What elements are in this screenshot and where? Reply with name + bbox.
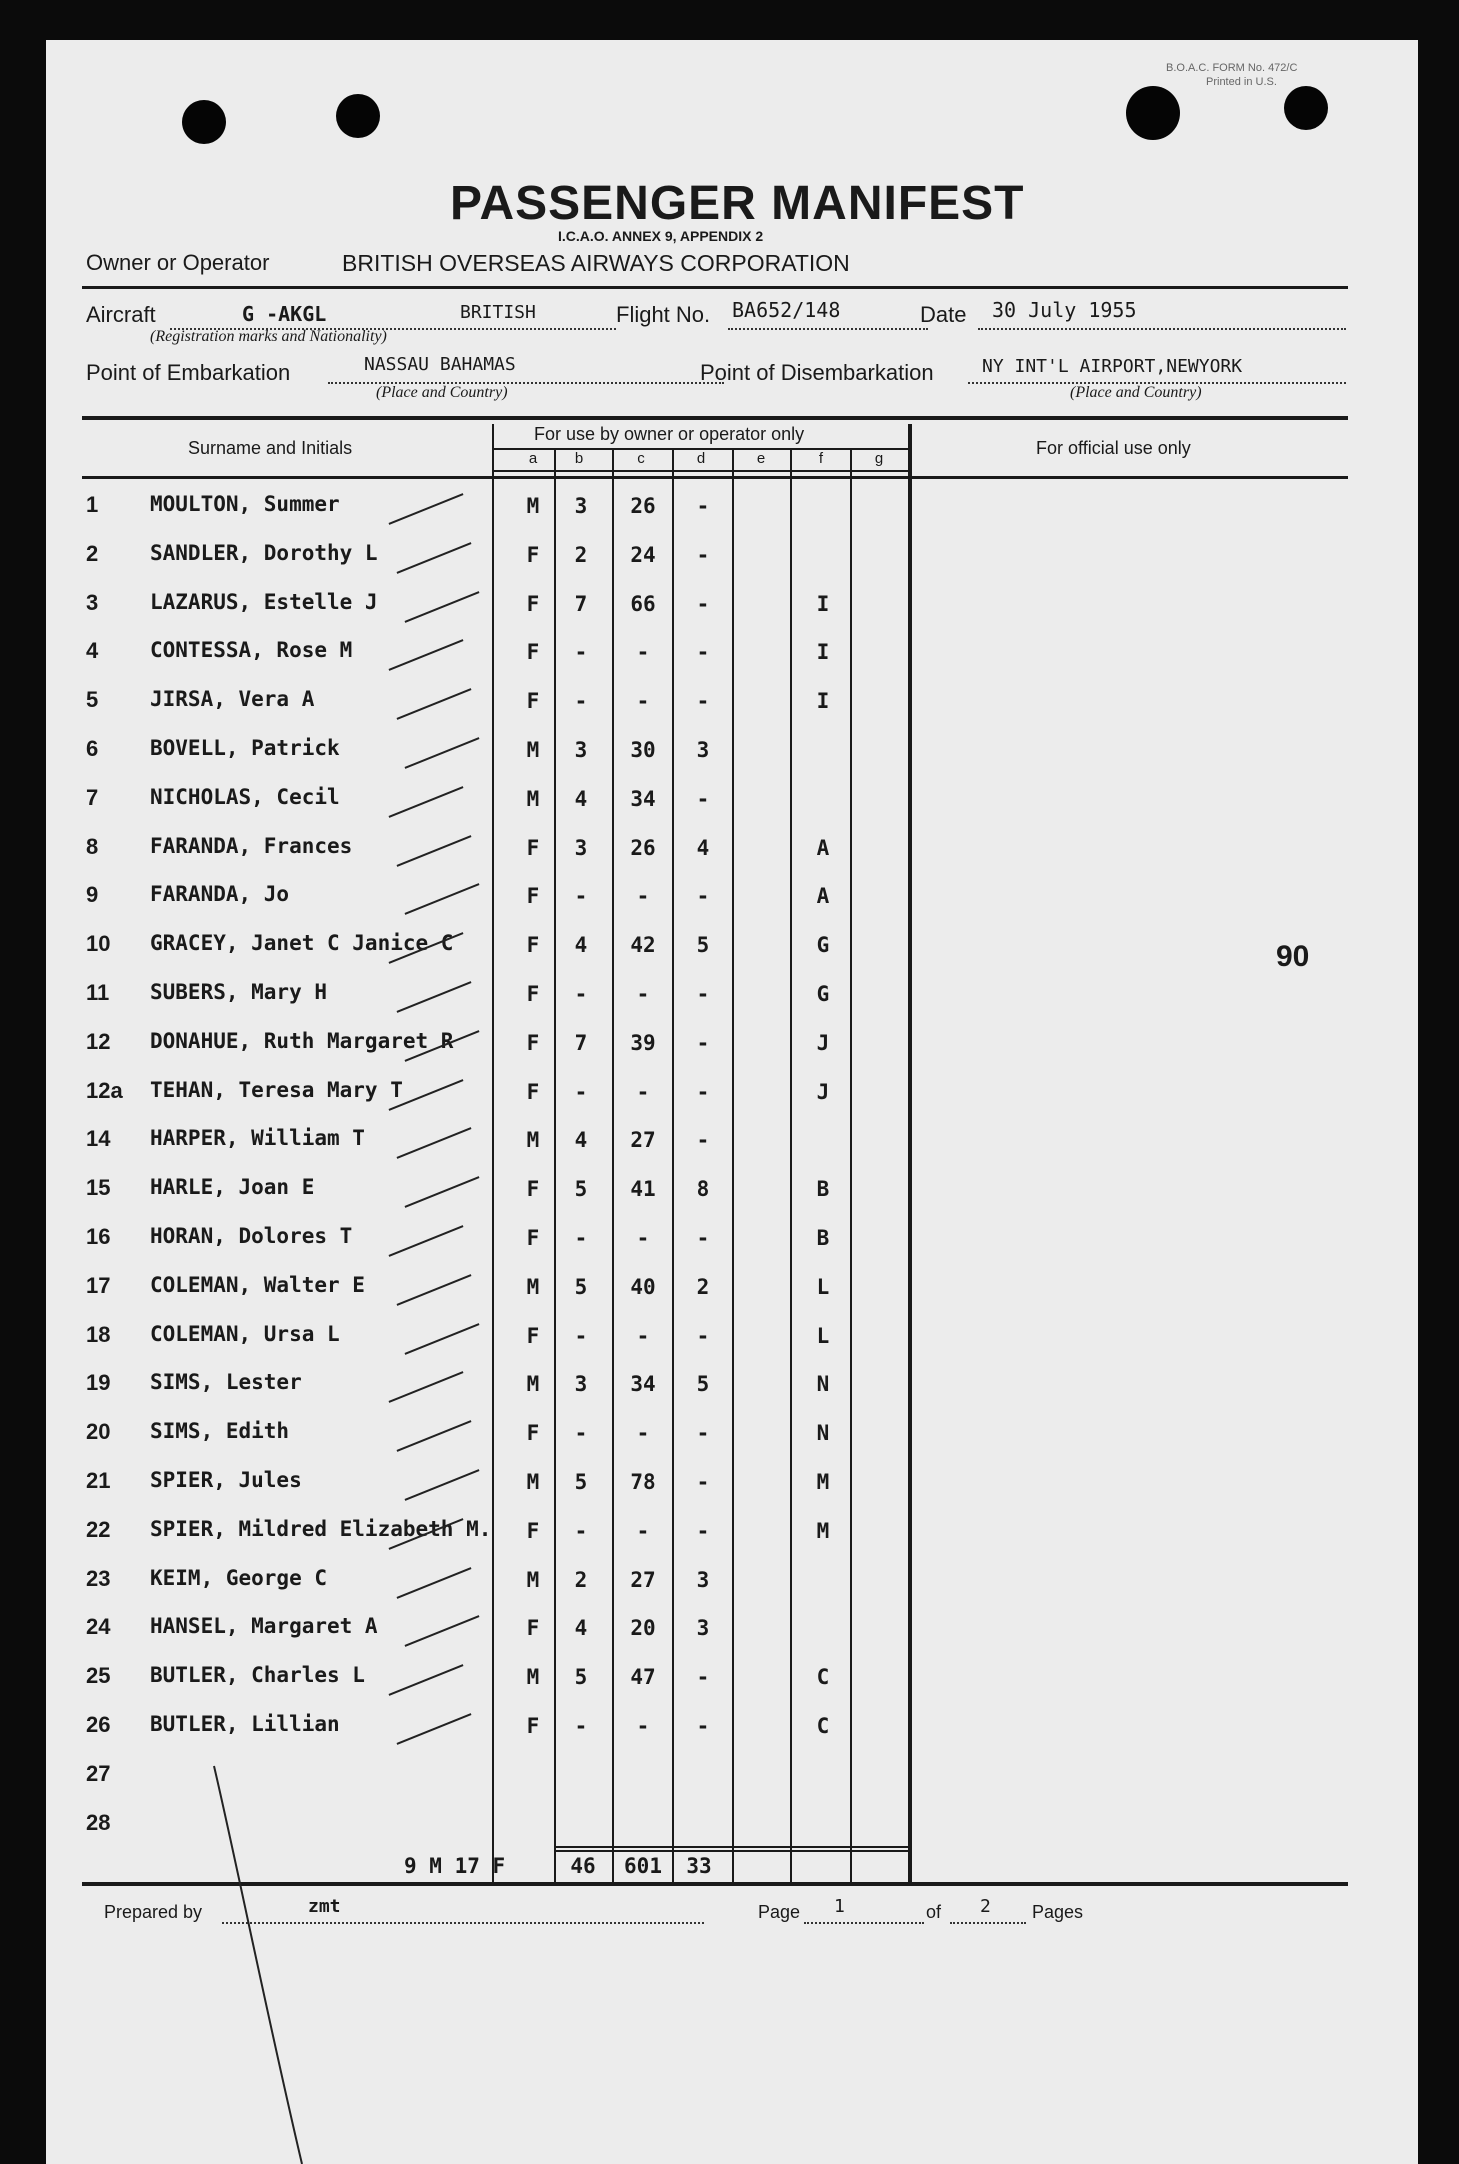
cell-b: - (574, 884, 588, 909)
cell-a: M (526, 786, 540, 811)
cell-b: 2 (574, 542, 588, 567)
row-number: 12 (86, 1028, 111, 1054)
cell-c: - (636, 982, 650, 1006)
cell-d: - (696, 640, 710, 665)
row-number: 4 (86, 638, 99, 664)
cell-a: F (526, 1030, 540, 1055)
cell-b: - (574, 1079, 588, 1104)
cell-d: - (696, 1128, 710, 1153)
cell-d: - (696, 884, 710, 909)
page-value: 1 (834, 1896, 845, 1917)
cell-b: - (574, 1226, 588, 1250)
cell-c: 66 (630, 591, 656, 616)
cell-d: - (696, 1665, 710, 1690)
cell-a: F (526, 933, 540, 958)
cell-b: - (574, 1714, 588, 1738)
cell-a: F (526, 1714, 540, 1738)
passenger-name: TEHAN, Teresa Mary T (150, 1077, 403, 1102)
cell-d: - (696, 1518, 710, 1543)
cell-f: A (816, 884, 830, 909)
cell-f: J (816, 1079, 830, 1104)
official-note: 90 (1276, 940, 1310, 973)
cell-c: 42 (630, 933, 656, 958)
row-number: 5 (86, 687, 99, 713)
cell-d: - (696, 1714, 710, 1738)
cell-b: - (574, 1323, 588, 1348)
cell-c: 27 (630, 1567, 656, 1592)
disembarkation-caption: (Place and Country) (1070, 384, 1202, 401)
form-number: B.O.A.C. FORM No. 472/C (1166, 62, 1298, 74)
cell-d: 8 (696, 1177, 710, 1202)
row-number: 6 (86, 736, 99, 761)
cell-b: 5 (574, 1665, 588, 1690)
cell-c: - (636, 1421, 650, 1446)
passenger-name: LAZARUS, Estelle J (150, 589, 378, 614)
row-number: 1 (86, 492, 99, 517)
cell-c: 78 (630, 1470, 656, 1494)
cell-f: B (816, 1177, 830, 1202)
passenger-name: HARLE, Joan E (150, 1175, 315, 1200)
cell-d: - (696, 982, 710, 1006)
cell-a: M (526, 494, 540, 518)
cell-c: 27 (630, 1128, 656, 1153)
cell-d: - (696, 1030, 710, 1055)
cell-d: 3 (696, 1616, 710, 1641)
cell-a: F (526, 1079, 540, 1104)
row-number: 15 (86, 1175, 111, 1201)
cell-f: I (816, 591, 830, 616)
cell-c: 24 (630, 542, 656, 567)
cell-f: I (816, 640, 830, 665)
row-number: 28 (86, 1809, 111, 1835)
pen-stroke (46, 40, 1418, 2164)
totals-d: 33 (686, 1854, 712, 1878)
prepared-value: zmt (308, 1896, 341, 1917)
cell-a: F (526, 1421, 540, 1446)
row-number: 20 (86, 1419, 111, 1445)
cell-d: 4 (696, 835, 710, 860)
cell-b: 3 (574, 1372, 588, 1397)
cell-c: - (636, 689, 650, 714)
cell-a: F (526, 1518, 540, 1543)
cell-f: L (816, 1323, 830, 1348)
cell-d: - (696, 689, 710, 714)
aircraft-nationality: BRITISH (460, 302, 536, 323)
col-owner-header: For use by owner or operator only (534, 424, 805, 444)
cell-b: 5 (574, 1177, 588, 1202)
passenger-name: SPIER, Mildred Elizabeth M. (150, 1516, 492, 1541)
aircraft-caption: (Registration marks and Nationality) (150, 328, 387, 345)
cell-c: 30 (630, 738, 656, 762)
owner-value: BRITISH OVERSEAS AIRWAYS CORPORATION (342, 250, 850, 276)
aircraft-registration: G -AKGL (242, 302, 327, 326)
cell-c: 20 (630, 1616, 656, 1641)
cell-f: G (816, 933, 830, 958)
cell-a: F (526, 640, 540, 665)
cell-c: - (636, 1226, 650, 1250)
cell-c: - (636, 1323, 650, 1348)
cell-c: 40 (630, 1274, 656, 1299)
subcol-f: f (818, 450, 824, 467)
cell-a: M (526, 1665, 540, 1690)
passenger-name: CONTESSA, Rose M (150, 638, 353, 663)
cell-a: F (526, 1323, 540, 1348)
flight-value: BA652/148 (732, 298, 841, 322)
cell-c: 47 (630, 1665, 656, 1690)
passenger-name: COLEMAN, Walter E (150, 1272, 365, 1297)
passenger-name: NICHOLAS, Cecil (150, 784, 340, 809)
of-label: of (926, 1902, 942, 1922)
cell-a: M (526, 1470, 540, 1494)
cell-a: M (526, 738, 540, 762)
passenger-name: SUBERS, Mary H (150, 980, 328, 1004)
cell-b: - (574, 1518, 588, 1543)
cell-a: F (526, 1616, 540, 1641)
cell-d: - (696, 494, 710, 518)
cell-b: - (574, 982, 588, 1006)
row-number: 26 (86, 1712, 111, 1737)
row-number: 9 (86, 882, 99, 908)
cell-d: 5 (696, 933, 710, 958)
page-title: PASSENGER MANIFEST (450, 177, 1025, 230)
subcol-c: c (637, 450, 645, 467)
cell-c: - (636, 1714, 650, 1738)
row-number: 23 (86, 1565, 111, 1591)
cell-a: M (526, 1372, 540, 1397)
cell-f: N (816, 1421, 830, 1446)
totals-sex: 9 M 17 F (404, 1854, 506, 1878)
disembarkation-label: Point of Disembarkation (700, 360, 934, 385)
passenger-name: DONAHUE, Ruth Margaret R (150, 1028, 454, 1053)
row-number: 3 (86, 589, 99, 615)
cell-f: L (816, 1274, 830, 1299)
embarkation-label: Point of Embarkation (86, 360, 291, 385)
row-number: 8 (86, 833, 99, 859)
passenger-name: BUTLER, Charles L (150, 1663, 365, 1688)
row-number: 19 (86, 1370, 111, 1396)
subcol-a: a (528, 450, 538, 467)
cell-c: 39 (630, 1030, 656, 1055)
totals-b: 46 (570, 1854, 596, 1878)
cell-c: 34 (630, 1372, 656, 1397)
row-number: 11 (86, 980, 110, 1005)
cell-b: - (574, 689, 588, 714)
cell-c: - (636, 1079, 650, 1104)
passenger-name: SIMS, Edith (150, 1419, 290, 1444)
cell-a: M (526, 1567, 540, 1592)
printed-in: Printed in U.S. (1206, 76, 1277, 88)
row-number: 2 (86, 540, 99, 566)
cell-f: M (816, 1470, 830, 1494)
cell-b: 7 (574, 591, 588, 616)
cell-f: M (816, 1518, 830, 1543)
totals-c: 601 (624, 1854, 662, 1878)
cell-a: F (526, 591, 540, 616)
passenger-name: BOVELL, Patrick (150, 736, 340, 760)
row-number: 22 (86, 1516, 111, 1542)
cell-a: F (526, 689, 540, 714)
cell-b: 4 (574, 786, 588, 811)
prepared-label: Prepared by (104, 1902, 203, 1922)
row-number: 14 (86, 1126, 111, 1152)
passenger-name: HANSEL, Margaret A (150, 1614, 378, 1639)
cell-b: - (574, 640, 588, 665)
cell-d: - (696, 1079, 710, 1104)
date-label: Date (920, 302, 967, 327)
cell-a: F (526, 542, 540, 567)
pages-label: Pages (1032, 1902, 1084, 1922)
owner-label: Owner or Operator (86, 250, 270, 275)
cell-b: 2 (574, 1567, 588, 1592)
row-number: 7 (86, 784, 99, 810)
cell-c: 26 (630, 835, 656, 860)
cell-f: C (816, 1714, 830, 1738)
cell-c: 41 (630, 1177, 656, 1202)
cell-c: - (636, 1518, 650, 1543)
cell-a: M (526, 1128, 540, 1153)
row-number: 16 (86, 1224, 111, 1249)
cell-a: F (526, 884, 540, 909)
cell-d: - (696, 786, 710, 811)
passenger-name: HORAN, Dolores T (150, 1224, 353, 1248)
cell-b: 4 (574, 1616, 588, 1641)
flight-label: Flight No. (616, 302, 711, 327)
subcol-b: b (574, 450, 584, 467)
date-value: 30 July 1955 (992, 298, 1137, 322)
passenger-name: KEIM, George C (150, 1565, 328, 1590)
cell-b: 4 (574, 933, 588, 958)
cell-a: F (526, 1177, 540, 1202)
aircraft-label: Aircraft (86, 302, 156, 327)
cell-f: I (816, 689, 830, 714)
row-number: 18 (86, 1321, 111, 1347)
cell-d: - (696, 1226, 710, 1250)
cell-f: A (816, 835, 830, 860)
passenger-name: BUTLER, Lillian (150, 1712, 340, 1736)
cell-f: C (816, 1665, 830, 1690)
cell-b: 3 (574, 738, 588, 762)
cell-d: 3 (696, 738, 710, 762)
passenger-name: FARANDA, Jo (150, 882, 290, 907)
subcol-g: g (874, 450, 884, 467)
cell-a: F (526, 982, 540, 1006)
cell-a: F (526, 835, 540, 860)
passenger-name: GRACEY, Janet C Janice C (150, 931, 454, 956)
row-number: 17 (86, 1272, 111, 1298)
passenger-name: FARANDA, Frances (150, 833, 353, 858)
cell-d: - (696, 1421, 710, 1446)
subcol-e: e (756, 450, 766, 467)
cell-b: 5 (574, 1274, 588, 1299)
cell-f: J (816, 1030, 830, 1055)
cell-c: - (636, 640, 650, 665)
cell-a: M (526, 1274, 540, 1299)
cell-b: 7 (574, 1030, 588, 1055)
embarkation-value: NASSAU BAHAMAS (364, 354, 516, 375)
cell-c: 34 (630, 786, 656, 811)
of-value: 2 (980, 1896, 991, 1917)
passenger-name: SIMS, Lester (150, 1370, 302, 1395)
cell-f: N (816, 1372, 830, 1397)
cell-d: - (696, 1323, 710, 1348)
passenger-name: COLEMAN, Ursa L (150, 1321, 340, 1346)
row-number: 10 (86, 931, 111, 957)
passenger-name: JIRSA, Vera A (150, 687, 315, 712)
cell-a: F (526, 1226, 540, 1250)
cell-d: - (696, 591, 710, 616)
col-name-header: Surname and Initials (188, 438, 353, 458)
row-number: 24 (86, 1614, 111, 1640)
cell-b: 3 (574, 835, 588, 860)
row-number: 21 (86, 1468, 111, 1493)
passenger-name: MOULTON, Summer (150, 492, 340, 516)
cell-d: 5 (696, 1372, 710, 1397)
cell-c: 26 (630, 494, 656, 518)
row-number: 27 (86, 1760, 111, 1786)
page-label: Page (758, 1902, 801, 1922)
subcol-d: d (696, 450, 706, 467)
cell-f: G (816, 982, 830, 1006)
row-number: 25 (86, 1663, 111, 1689)
cell-b: - (574, 1421, 588, 1446)
cell-d: - (696, 1470, 710, 1494)
row-number: 12a (86, 1077, 123, 1103)
cell-d: 3 (696, 1567, 710, 1592)
passenger-name: SANDLER, Dorothy L (150, 540, 378, 565)
manifest-sheet (46, 40, 1418, 2164)
passenger-name: SPIER, Jules (150, 1468, 302, 1492)
cell-d: 2 (696, 1274, 710, 1299)
cell-b: 5 (574, 1470, 588, 1494)
passenger-name: HARPER, William T (150, 1126, 365, 1151)
cell-b: 4 (574, 1128, 588, 1153)
cell-b: 3 (574, 494, 588, 518)
col-official-header: For official use only (1036, 438, 1191, 458)
cell-c: - (636, 884, 650, 909)
cell-d: - (696, 542, 710, 567)
disembarkation-value: NY INT'L AIRPORT,NEWYORK (982, 356, 1243, 377)
cell-f: B (816, 1226, 830, 1250)
page-subtitle: I.C.A.O. ANNEX 9, APPENDIX 2 (558, 228, 764, 244)
embarkation-caption: (Place and Country) (376, 384, 508, 401)
